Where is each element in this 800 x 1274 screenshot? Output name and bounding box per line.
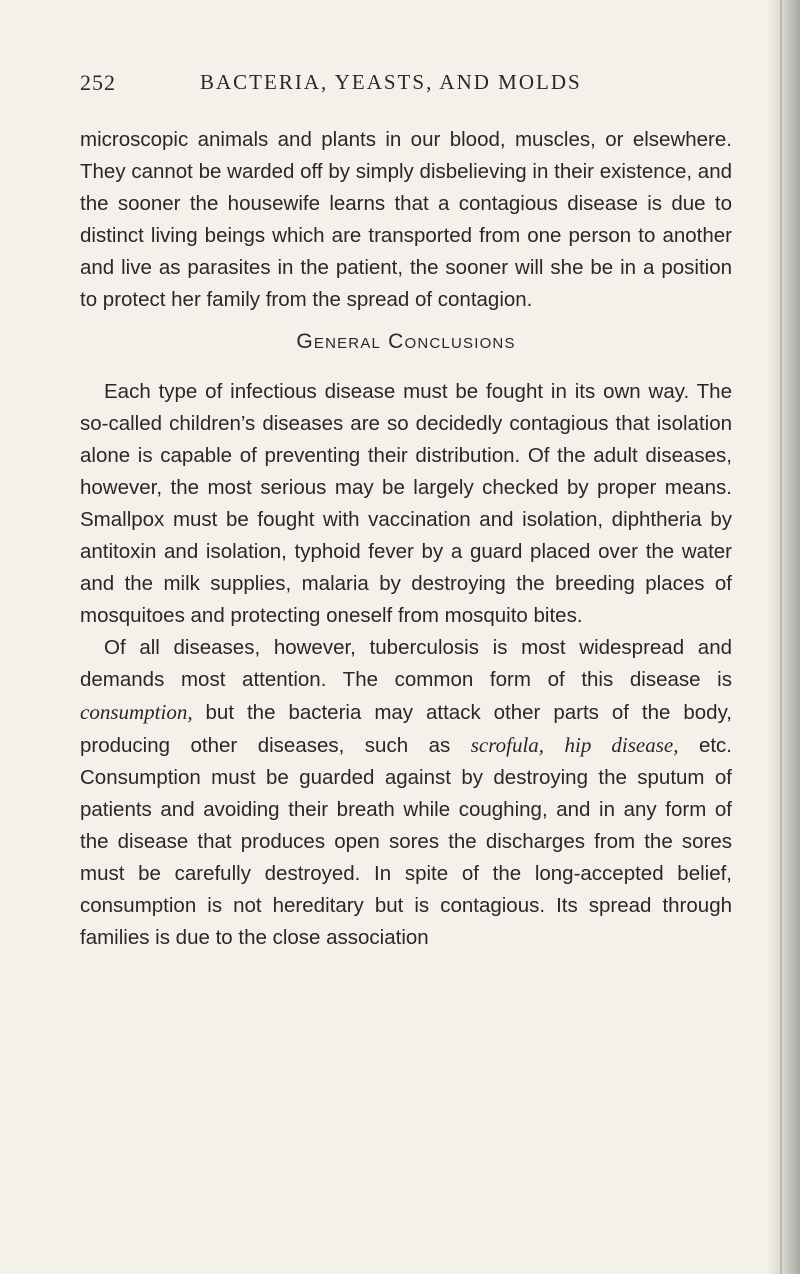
italic-consumption: consumption, <box>80 700 193 724</box>
page-number: 252 <box>80 70 116 95</box>
paragraph-2: Each type of infectious disease must be fought in its own way. The so-called children’s diseases are so decidedly contagious that isolation alone is capable of preventing their distribution. Of the adult diseases, however, the most serious may be largely checked by proper means. Smallpox must be fought with vaccination and isolation, diphtheria by antitoxin and isolation, typhoid fever by a guard placed over the water and the milk supplies, malaria by destroying the breeding places of mosquitoes and protecting oneself from mosquito bites. <box>80 380 732 627</box>
paragraph-3-text-4: etc. Consumption must be guarded against by destroying the sputum of patients and avoiding their breath while coughing, and in any form of the disease that produces open sores the discharges from the sores must be carefully destroyed. In spite of the long-accepted belief, consumption is not hereditary but is contagious. Its spread through families is due to the close association <box>80 734 732 949</box>
paragraph-1: microscopic animals and plants in our blood, muscles, or elsewhere. They cannot be warded off by simply disbelieving in their existence, and the sooner the housewife learns that a contagious disease is due to distinct living beings which are transported from one person to another and live as parasites in the patient, the sooner will she be in a position to protect her family from the spread of contagion. <box>80 128 732 311</box>
running-head: BACTERIA, YEASTS, AND MOLDS <box>200 70 582 94</box>
page-edge-line <box>780 0 782 1274</box>
section-title: General Conclusions <box>296 330 516 353</box>
paragraph-3 <box>80 632 732 954</box>
page-edge-shadow <box>766 0 800 1274</box>
paragraph-3-text-1: Of all diseases, however, tuberculosis is most widespread and demands most attention. The common form of this disease is <box>80 636 732 691</box>
italic-scrofula: scrofula, <box>470 733 545 757</box>
page-header <box>80 70 720 102</box>
italic-hip-disease: hip disease, <box>564 733 679 757</box>
paragraph-3-text-3 <box>544 734 564 757</box>
body-text <box>80 124 732 954</box>
paragraph-3-text-2: but the bacteria may attack other parts of the body, producing other diseases, such as <box>80 701 732 757</box>
